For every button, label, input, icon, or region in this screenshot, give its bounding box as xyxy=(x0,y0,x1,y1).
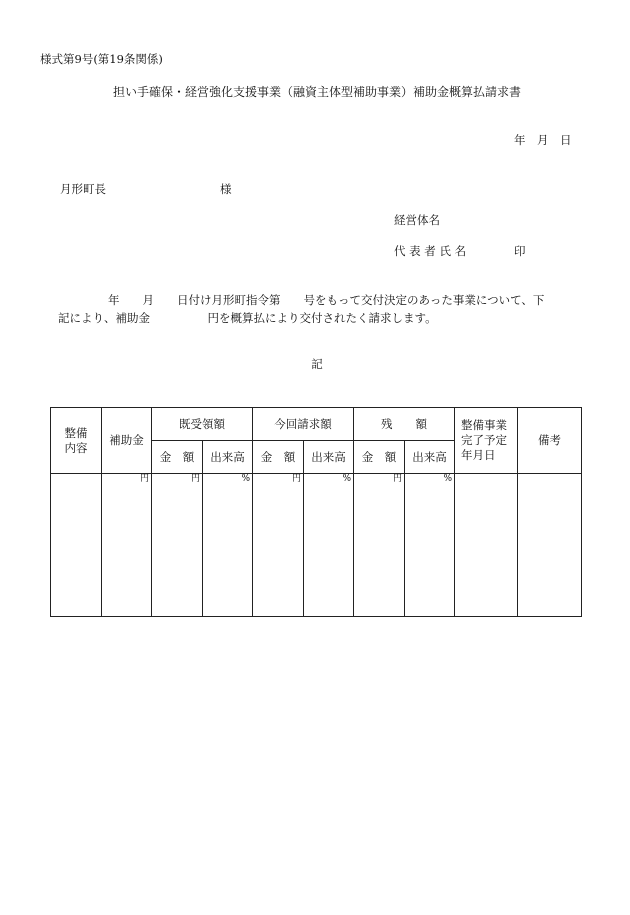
header-content: 整備 内容 xyxy=(51,408,102,474)
entry-completion-date[interactable] xyxy=(455,486,518,617)
entry-content[interactable] xyxy=(51,486,102,617)
unit-yen: 円 xyxy=(152,474,203,487)
addressee-honorific: 様 xyxy=(220,182,232,196)
sub-current-amount: 金 額 xyxy=(253,441,304,474)
unit-percent: % xyxy=(203,474,253,487)
date-line: 年 月 日 xyxy=(514,133,572,147)
sub-received-progress: 出来高 xyxy=(203,441,253,474)
header-completion: 整備事業 完了予定 年月日 xyxy=(455,408,518,474)
sub-current-progress: 出来高 xyxy=(304,441,354,474)
entry-remarks[interactable] xyxy=(518,486,582,617)
entry-received-amount[interactable] xyxy=(152,486,203,617)
entry-current-progress[interactable] xyxy=(304,486,354,617)
form-number: 様式第9号(第19条関係) xyxy=(40,52,163,66)
entry-remaining-progress[interactable] xyxy=(405,486,455,617)
unit-cell xyxy=(518,474,582,487)
unit-cell xyxy=(51,474,102,487)
addressee-name: 月形町長 xyxy=(60,182,106,196)
header-received: 既受領額 xyxy=(152,408,253,441)
header-remarks: 備考 xyxy=(518,408,582,474)
applicant-rep xyxy=(394,243,526,259)
header-subsidy: 補助金 xyxy=(102,408,152,474)
seal-mark: 印 xyxy=(514,244,526,258)
sub-remaining-progress: 出来高 xyxy=(405,441,455,474)
unit-yen: 円 xyxy=(102,474,152,487)
addressee xyxy=(60,181,232,197)
header-current: 今回請求額 xyxy=(253,408,354,441)
unit-percent: % xyxy=(304,474,354,487)
header-remaining: 残 額 xyxy=(354,408,455,441)
sub-received-amount: 金 額 xyxy=(152,441,203,474)
sub-remaining-amount: 金 額 xyxy=(354,441,405,474)
document-title: 担い手確保・経営強化支援事業（融資主体型補助事業）補助金概算払請求書 xyxy=(112,85,521,99)
unit-percent: % xyxy=(405,474,455,487)
entry-remaining-amount[interactable] xyxy=(354,486,405,617)
ki-heading: 記 xyxy=(311,357,323,371)
claim-table xyxy=(50,407,582,617)
body-line-2: 記により、補助金 円を概算払により交付されたく請求します。 xyxy=(58,311,437,325)
applicant-org-label: 経営体名 xyxy=(394,213,440,227)
entry-subsidy[interactable] xyxy=(102,486,152,617)
body-line-1: 年 月 日付け月形町指令第 号をもって交付決定のあった事業について、下 xyxy=(108,293,545,307)
unit-cell xyxy=(455,474,518,487)
unit-yen: 円 xyxy=(354,474,405,487)
entry-received-progress[interactable] xyxy=(203,486,253,617)
unit-yen: 円 xyxy=(253,474,304,487)
entry-current-amount[interactable] xyxy=(253,486,304,617)
rep-label: 代 表 者 氏 名 xyxy=(394,244,467,258)
